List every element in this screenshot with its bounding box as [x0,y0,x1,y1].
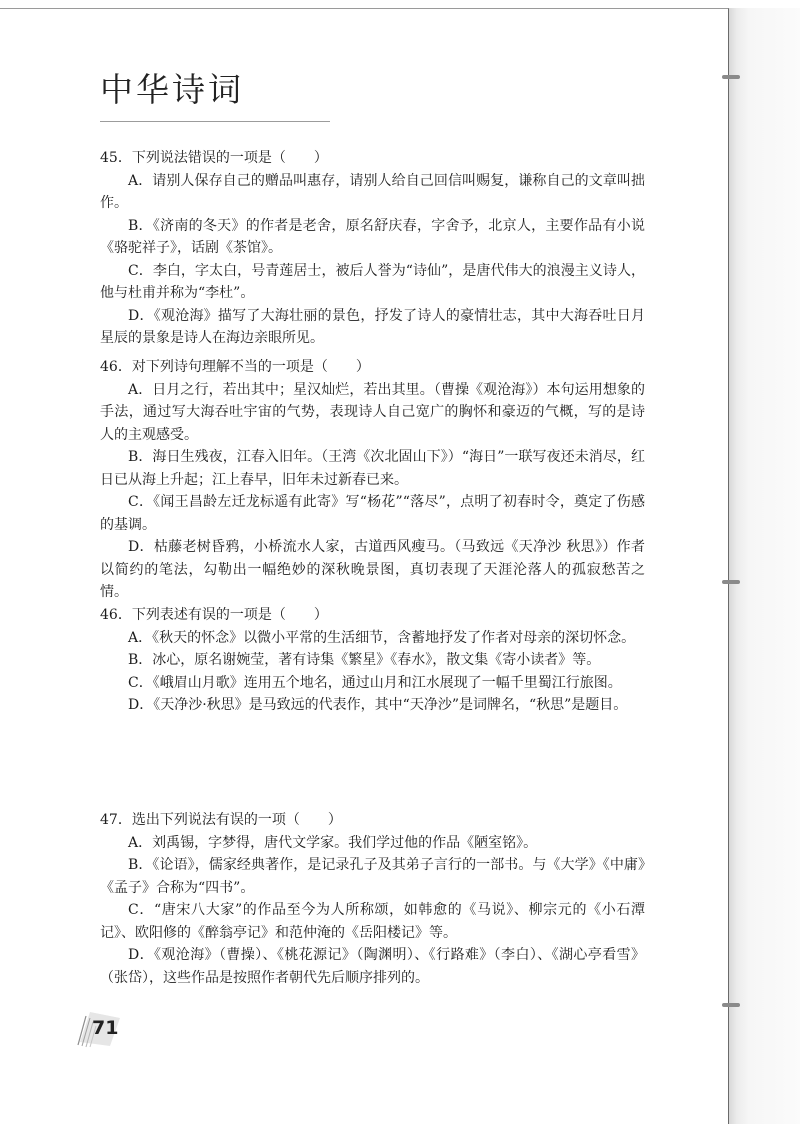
page-number: 71 [92,1017,119,1039]
binder-ring-mark [722,580,740,584]
question-option: B．冰心，原名谢婉莹，著有诗集《繁星》《春水》，散文集《寄小读者》等。 [128,652,601,668]
binder-ring-mark [722,1003,740,1007]
binder-ring-mark [722,75,740,79]
binding-shadow [729,8,800,1124]
question-option: A．刘禹锡，字梦得，唐代文学家。我们学过他的作品《陋室铭》。 [128,834,538,851]
question-option: A．日月之行，若出其中；星汉灿烂，若出其里。（曹操《观沧海》）本句运用想象的手法，通过写大海吞吐宇宙的气势，表现诗人自己宽广的胸怀和豪迈的气概，写的是诗人的主观感受。 [100,381,645,443]
question-block [100,809,645,989]
question-option: B．海日生残夜，江春入旧年。（王湾《次北固山下》）“海日”一联写夜还未消尽，红日已从海上升起；江上春早，旧年未过新春已来。 [100,449,645,488]
question-block [100,604,645,717]
question-option: D．枯藤老树昏鸦，小桥流水人家，古道西风瘦马。（马致远《天净沙 秋思》）作者以简约的笔法，勾勒出一幅绝妙的深秋晚景图，真切表现了天涯沦落人的孤寂愁苦之情。 [100,539,645,600]
question-option: D．《观沧海》（曹操）、《桃花源记》（陶渊明）、《行路难》（李白）、《湖心亭看雪》（张岱），这些作品是按照作者朝代先后顺序排列的。 [100,947,645,986]
question-option: B．《论语》，儒家经典著作，是记录孔子及其弟子言行的一部书。与《大学》《中庸》《孟子》合称为“四书”。 [100,857,645,896]
page-title: 中华诗词 [100,70,244,109]
question-block [100,356,645,604]
question-option: D．《天净沙·秋思》是马致远的代表作，其中“天净沙”是词牌名，“秋思”是题目。 [128,697,628,713]
title-underline [100,121,330,122]
question-option: A．《秋天的怀念》以微小平常的生活细节，含蓄地抒发了作者对母亲的深切怀念。 [128,629,636,646]
question-option: C．李白，字太白，号青莲居士，被后人誉为“诗仙”，是唐代伟大的浪漫主义诗人，他与杜甫并称为“李杜”。 [100,262,645,301]
question-stem: 45．下列说法错误的一项是（ ） [100,150,328,166]
question-option: D．《观沧海》描写了大海壮丽的景色，抒发了诗人的豪情壮志，其中大海吞吐日月星辰的景象是诗人在海边亲眼所见。 [100,307,645,346]
question-option: C．“唐宋八大家”的作品至今为人所称颂，如韩愈的《马说》、柳宗元的《小石潭记》、欧阳修的《醉翁亭记》和范仲淹的《岳阳楼记》等。 [100,902,645,941]
question-option: A．请别人保存自己的赠品叫惠存，请别人给自己回信叫赐复，谦称自己的文章叫拙作。 [100,172,645,211]
question-option: C．《峨眉山月歌》连用五个地名，通过山月和江水展现了一幅千里蜀江行旅图。 [128,674,622,691]
question-option: C．《闻王昌龄左迁龙标遥有此寄》写“杨花”“落尽”，点明了初春时令，奠定了伤感的基调。 [100,494,645,533]
question-option: B．《济南的冬天》的作者是老舍，原名舒庆春，字舍予，北京人，主要作品有小说《骆驼祥子》，话剧《茶馆》。 [100,217,645,256]
question-stem: 46．下列表述有误的一项是（ ） [100,607,328,623]
question-stem: 46．对下列诗句理解不当的一项是（ ） [100,359,370,375]
question-block [100,147,645,350]
question-stem: 47．选出下列说法有误的一项（ ） [100,812,342,828]
